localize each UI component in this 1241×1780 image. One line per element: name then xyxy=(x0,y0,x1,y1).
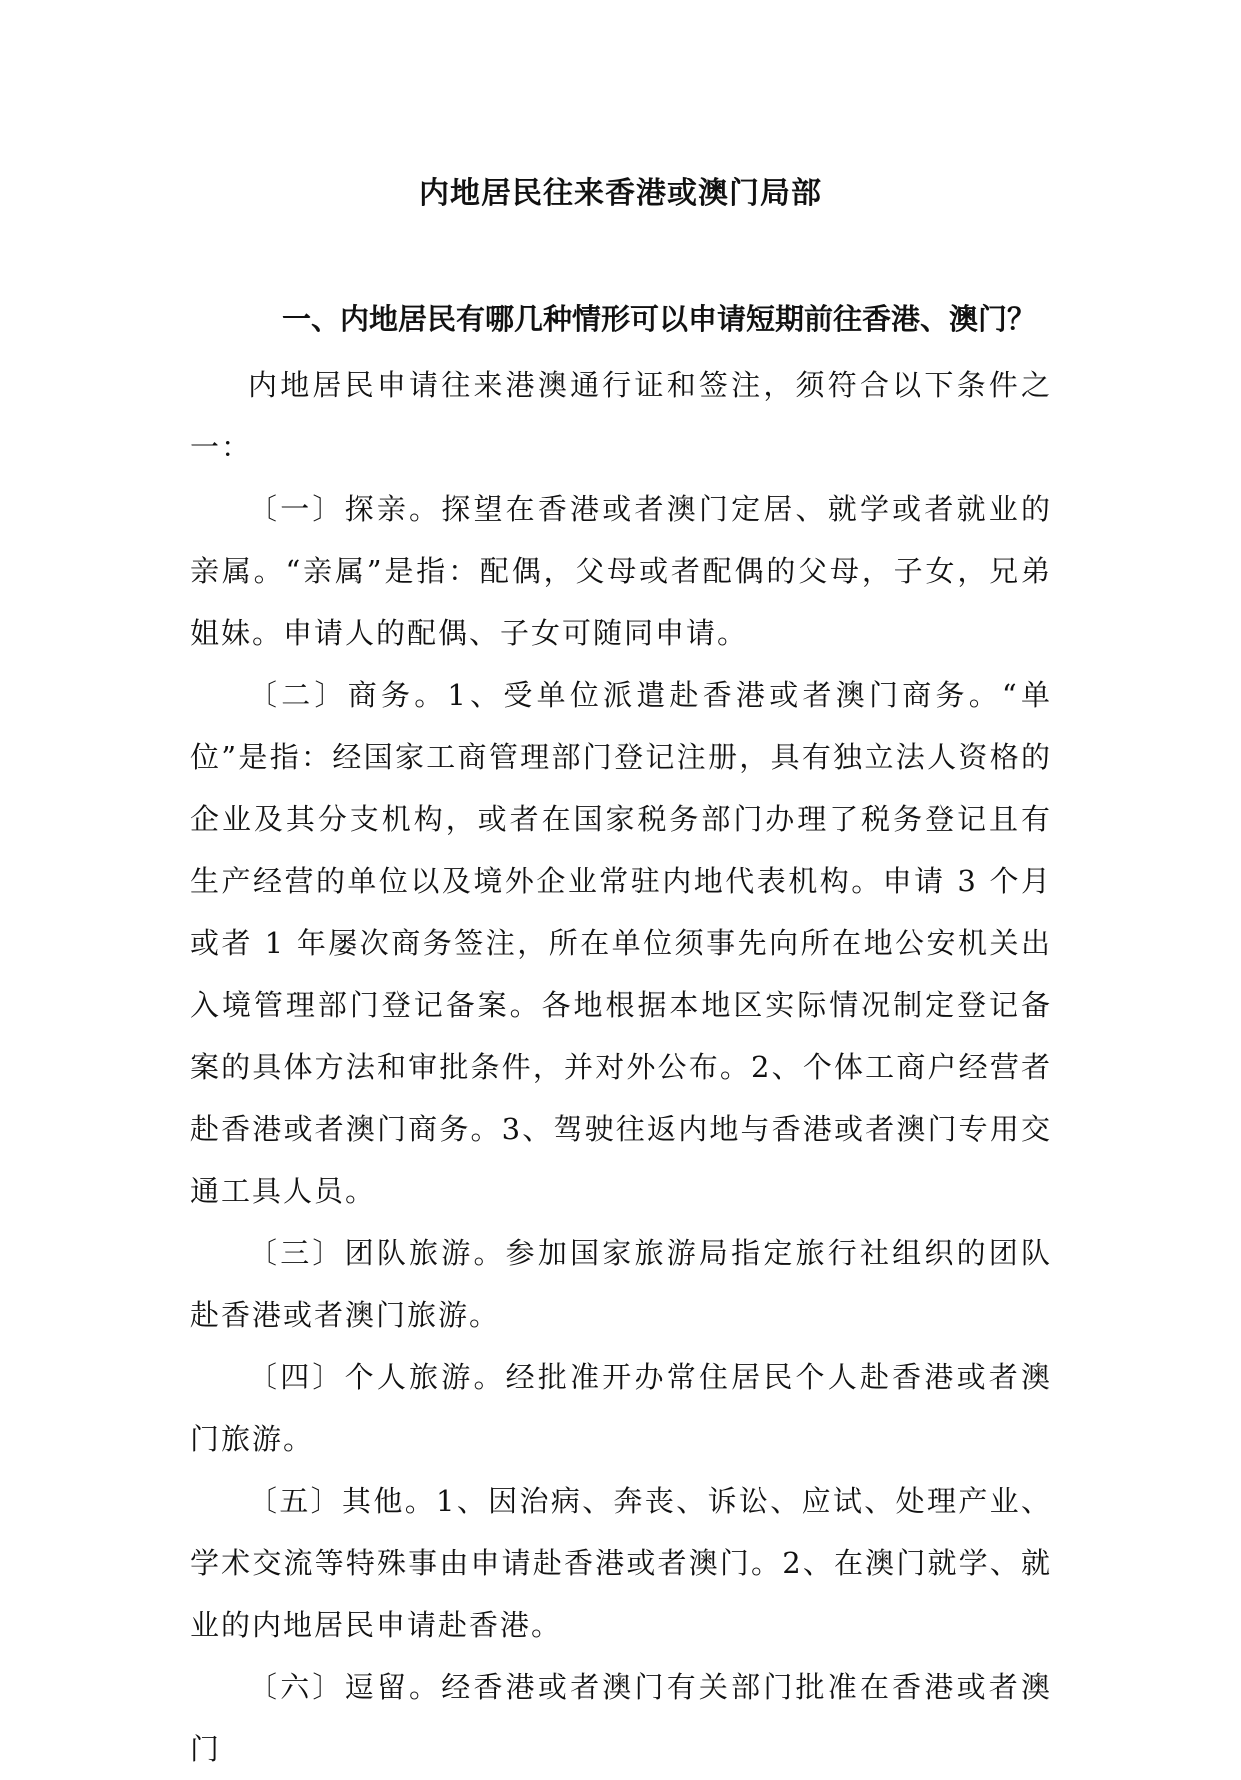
paragraph-other: 〔五〕其他。1、因治病、奔丧、诉讼、应试、处理产业、学术交流等特殊事由申请赴香港或者澳门。2、在澳门就学、就业的内地居民申请赴香港。 xyxy=(190,1484,1052,1642)
paragraph-stay: 〔六〕逗留。经香港或者澳门有关部门批准在香港或者澳门 xyxy=(190,1670,1052,1766)
paragraph-business: 〔二〕商务。1、受单位派遣赴香港或者澳门商务。“单位”是指：经国家工商管理部门登记注册，具有独立法人资格的企业及其分支机构，或者在国家税务部门办理了税务登记且有生产经营的单位以及境外企业常驻内地代表机构。申请 3 个月或者 1 年屡次商务签注，所在单位须事先向所在地公安机关出入境管理部门登记备案。各地根据本地区实际情况制定登记备案的具体方法和审批条件，并对外公布。2、个体工商户经营者赴香港或者澳门商务。3、驾驶往返内地与香港或者澳门专用交通工具人员。 xyxy=(190,678,1052,1208)
document-title: 内地居民往来香港或澳门局部 xyxy=(419,176,822,211)
paragraph-family-visit: 〔一〕探亲。探望在香港或者澳门定居、就学或者就业的亲属。“亲属”是指：配偶，父母或者配偶的父母，子女，兄弟姐妹。申请人的配偶、子女可随同申请。 xyxy=(190,492,1052,650)
paragraph-individual-tour: 〔四〕个人旅游。经批准开办常住居民个人赴香港或者澳门旅游。 xyxy=(190,1360,1052,1456)
section-heading: 一、内地居民有哪几种情形可以申请短期前往香港、澳门？ xyxy=(282,302,1037,336)
paragraph-intro: 内地居民申请往来港澳通行证和签注，须符合以下条件之一： xyxy=(190,368,1052,464)
body-text xyxy=(190,354,1052,1780)
paragraph-group-tour: 〔三〕团队旅游。参加国家旅游局指定旅行社组织的团队赴香港或者澳门旅游。 xyxy=(190,1236,1052,1332)
